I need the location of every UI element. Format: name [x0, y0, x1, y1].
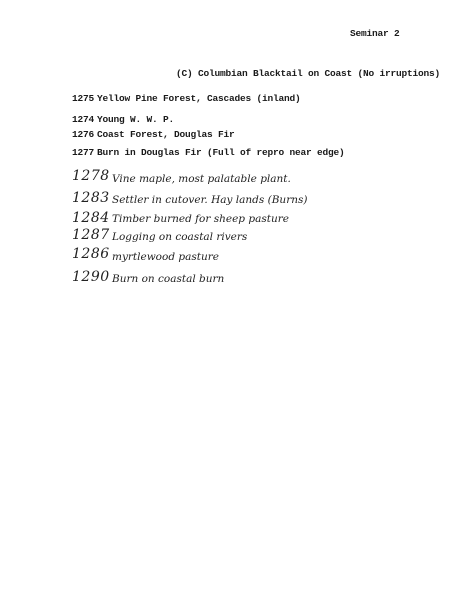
entry-description: Vine maple, most palatable plant.: [112, 173, 291, 185]
entry-description: Young W. W. P.: [97, 114, 175, 125]
entry-number: 1278: [72, 168, 110, 184]
entry-number: 1275: [72, 93, 95, 104]
entry-number: 1274: [72, 114, 95, 125]
entry-description: Burn in Douglas Fir (Full of repro near edge): [97, 147, 345, 158]
entry-number: 1276: [72, 129, 95, 140]
entry-number: 1283: [72, 190, 110, 206]
entry-number: 1277: [72, 147, 95, 158]
entry-description: Burn on coastal burn: [112, 273, 225, 285]
entry-description: myrtlewood pasture: [112, 251, 219, 263]
entry-description: Timber burned for sheep pasture: [112, 213, 289, 225]
entry-number: 1284: [72, 210, 110, 226]
entry-description: Coast Forest, Douglas Fir: [97, 129, 235, 140]
entry-description: Yellow Pine Forest, Cascades (inland): [97, 93, 301, 104]
entry-number: 1290: [72, 269, 110, 285]
entry-description: Settler in cutover. Hay lands (Burns): [112, 194, 308, 206]
section-heading: (C) Columbian Blacktail on Coast (No irruptions): [176, 68, 441, 79]
entry-number: 1286: [72, 246, 110, 262]
entry-number: 1287: [72, 227, 110, 243]
entry-description: Logging on coastal rivers: [112, 231, 248, 243]
page-header-label: Seminar 2: [350, 28, 400, 39]
